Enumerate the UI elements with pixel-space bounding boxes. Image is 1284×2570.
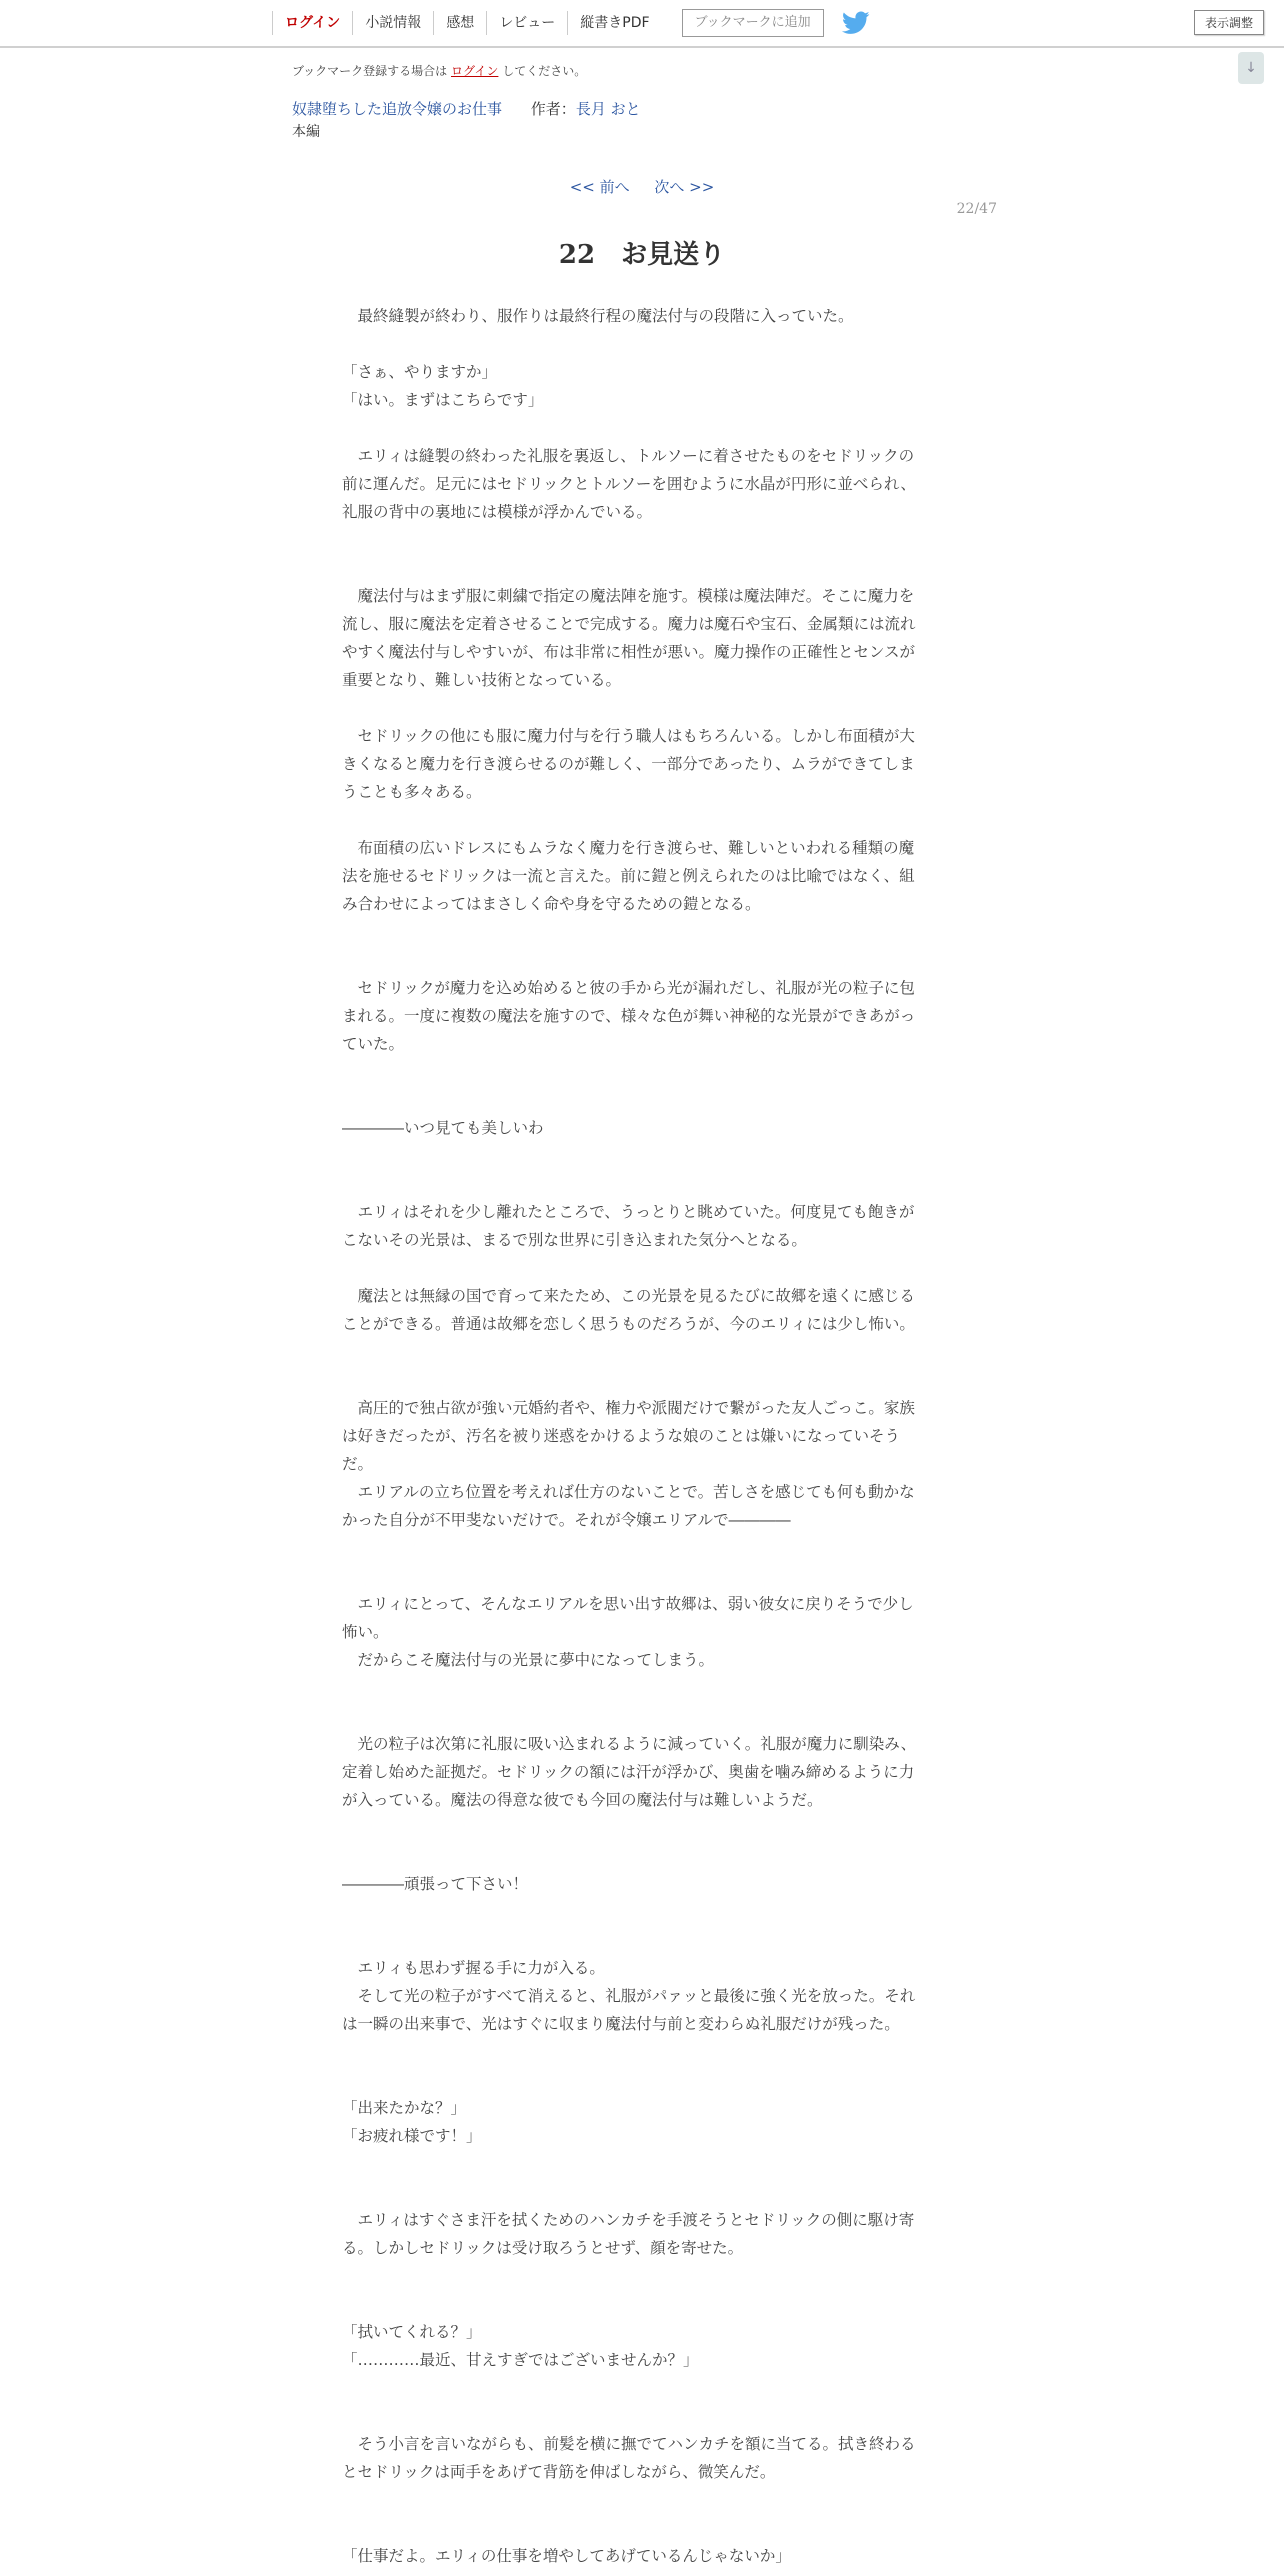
body-line: 光の粒子は次第に礼服に吸い込まれるように減っていく。礼服が魔力に馴染み、 [342,1735,917,1753]
notice-text-before: ブックマーク登録する場合は [292,64,448,78]
body-line: 「仕事だよ。エリィの仕事を増やしてあげているんじゃないか」 [342,2547,791,2565]
body-line [342,946,942,974]
body-line [342,2038,942,2066]
body-line: 定着し始めた証拠だ。セドリックの額には汗が浮かび、奥歯を噛み締めるように力 [342,1763,915,1781]
body-line: み合わせによってはまさしく命や身を守るための鎧となる。 [342,895,761,913]
display-settings-button[interactable]: 表示調整 [1194,10,1264,35]
body-line: ――――頑張って下さい！ [342,1875,529,1893]
body-line [342,1674,942,1702]
body-line: 流し、服に魔法を定着させることで完成する。魔力は魔石や宝石、金属類には流れ [342,615,916,633]
body-line: 「出来たかな？」 [342,2099,467,2117]
body-line [342,526,942,554]
body-line [342,330,942,358]
nav-impressions-link[interactable]: 感想 [433,11,486,35]
body-line [342,806,942,834]
body-line: 魔法とは無縁の国で育って来たため、この光景を見るたびに故郷を遠くに感じる [342,1287,915,1305]
nav-login-link[interactable]: ログイン [272,11,352,35]
body-line: は好きだったが、汚名を被り迷惑をかけるような娘のことは嫌いになっていそう [342,1427,901,1445]
body-line: かった自分が不甲斐ないだけで。それが令嬢エリアルで―――― [342,1511,791,1529]
body-line [342,1058,942,1086]
body-line: エリィはすぐさま汗を拭くためのハンカチを手渡そうとセドリックの側に駆け寄 [342,2211,915,2229]
body-line: 布面積の広いドレスにもムラなく魔力を行き渡らせ、難しいといわれる種類の魔 [342,839,915,857]
main-nav [272,0,870,46]
body-line: エリィはそれを少し離れたところで、うっとりと眺めていた。何度見ても飽きが [342,1203,915,1221]
body-line [342,2150,942,2178]
body-line [342,1534,942,1562]
body-line: だ。 [342,1455,374,1473]
notice-text-after: してください。 [502,64,587,78]
top-nav-bar [0,0,1284,48]
body-line [342,414,942,442]
scroll-down-icon[interactable]: ↓ [1238,52,1264,84]
body-line: 「さぁ、やりますか」 [342,363,498,381]
body-line [342,1562,942,1590]
body-line: エリィにとって、そんなエリアルを思い出す故郷は、弱い彼女に戻りそうで少し [342,1595,914,1613]
body-line [342,2066,942,2094]
author-label: 作者： [530,100,576,118]
chapter-title: 22 お見送り [558,240,726,270]
body-line [342,554,942,582]
body-line: 魔法付与はまず服に刺繍で指定の魔法陣を施す。模様は魔法陣だ。そこに魔力を [342,587,915,605]
body-line [342,1702,942,1730]
body-line: セドリックの他にも服に魔力付与を行う職人はもちろんいる。しかし布面積が大 [342,727,915,745]
bookmark-login-notice [292,62,586,79]
body-line: そして光の粒子がすべて消えると、礼服がパァッと最後に強く光を放った。それ [342,1987,916,2005]
body-line [342,1086,942,1114]
add-bookmark-button[interactable]: ブックマークに追加 [682,9,824,37]
body-line: ていた。 [342,1035,405,1053]
body-line: セドリックが魔力を込め始めると彼の手から光が漏れだし、礼服が光の粒子に包 [342,979,915,997]
body-line: ことができる。普通は故郷を恋しく思うものだろうが、今のエリィには少し怖い。 [342,1315,915,1333]
body-line [342,1898,942,1926]
body-line [342,2514,942,2542]
twitter-icon[interactable] [842,11,870,35]
body-line: きくなると魔力を行き渡らせるのが難しく、一部分であったり、ムラができてしま [342,755,915,773]
section-label: 本編 [292,124,320,140]
novel-meta [292,98,641,119]
body-line: ――――いつ見ても美しいわ [342,1119,544,1137]
body-line [342,1366,942,1394]
body-line: とセドリックは両手をあげて背筋を伸ばしながら、微笑んだ。 [342,2463,776,2481]
body-line: エリアルの立ち位置を考えれば仕方のないことで。苦しさを感じても何も動かな [342,1483,915,1501]
body-line [342,1842,942,1870]
body-line [342,2262,942,2290]
body-line: やすく魔法付与しやすいが、布は非常に相性が悪い。魔力操作の正確性とセンスが [342,643,916,661]
body-line: 高圧的で独占欲が強い元婚約者や、権力や派閥だけで繋がった友人ごっこ。家族 [342,1399,915,1417]
body-line [342,2402,942,2430]
page-count: 22/47 [956,201,997,217]
body-line: 前に運んだ。足元にはセドリックとトルソーを囲むように水晶が円形に並べられ、 [342,475,916,493]
author-link[interactable]: 長月 おと [575,100,641,118]
chapter-pager [0,176,1284,197]
body-line: まれる。一度に複数の魔法を施すので、様々な色が舞い神秘的な光景ができあがっ [342,1007,916,1025]
body-line [342,1254,942,1282]
body-line: そう小言を言いながらも、前髪を横に撫でてハンカチを額に当てる。拭き終わる [342,2435,916,2453]
body-line [342,1142,942,1170]
body-line [342,1926,942,1954]
body-line [342,2486,942,2514]
body-line: る。しかしセドリックは受け取ろうとせず、顔を寄せた。 [342,2239,744,2257]
prev-chapter-link[interactable]: << 前へ [569,178,630,196]
body-line [342,2374,942,2402]
body-line [342,1338,942,1366]
body-line: 「拭いてくれる？」 [342,2323,482,2341]
body-line: 「はい。まずはこちらです」 [342,391,544,409]
body-line [342,694,942,722]
body-line: 法を施せるセドリックは一流と言えた。前に鎧と例えられたのは比喩ではなく、組 [342,867,915,885]
body-line: は一瞬の出来事で、光はすぐに収まり魔法付与前と変わらぬ礼服だけが残った。 [342,2015,900,2033]
body-line: 重要となり、難しい技術となっている。 [342,671,622,689]
body-line: 礼服の背中の裏地には模様が浮かんでいる。 [342,503,653,521]
body-line: こないその光景は、まるで別な世界に引き込まれた気分へとなる。 [342,1231,807,1249]
body-line: 怖い。 [342,1623,389,1641]
body-line: 「…………最近、甘えすぎではございませんか？」 [342,2351,699,2369]
body-line: エリィも思わず握る手に力が入る。 [342,1959,605,1977]
body-line: 最終縫製が終わり、服作りは最終行程の魔法付与の段階に入っていた。 [342,307,854,325]
body-line: 「お疲れ様です！」 [342,2127,482,2145]
notice-login-link[interactable]: ログイン [451,64,499,78]
nav-review-link[interactable]: レビュー [486,11,567,35]
chapter-body [342,302,942,2570]
nav-novel-info-link[interactable]: 小説情報 [352,11,433,35]
body-line [342,2178,942,2206]
body-line [342,1170,942,1198]
body-line [342,1814,942,1842]
body-line: エリィは縫製の終わった礼服を裏返し、トルソーに着させたものをセドリックの [342,447,915,465]
body-line [342,2290,942,2318]
nav-vertical-pdf-link[interactable]: 縦書きPDF [567,11,661,35]
body-line [342,918,942,946]
novel-title-link[interactable]: 奴隷堕ちした追放令嬢のお仕事 [292,100,503,118]
body-line: だからこそ魔法付与の光景に夢中になってしまう。 [342,1651,715,1669]
next-chapter-link[interactable]: 次へ >> [654,178,715,196]
body-line: うことも多々ある。 [342,783,482,801]
body-line: が入っている。魔法の得意な彼でも今回の魔法付与は難しいようだ。 [342,1791,823,1809]
